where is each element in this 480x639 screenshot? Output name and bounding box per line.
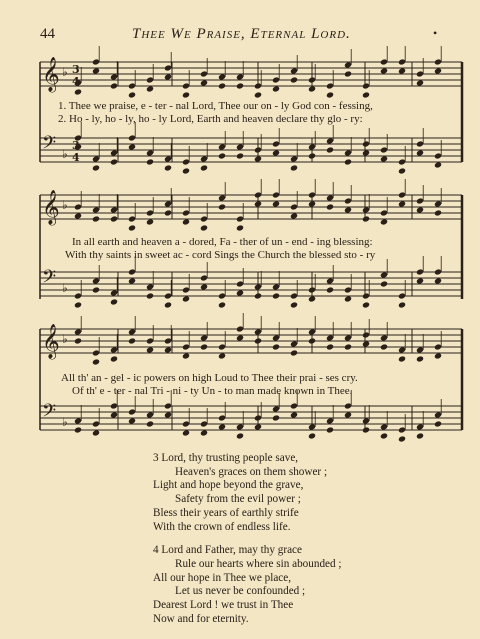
bass-clef-icon: 𝄢 <box>42 401 57 426</box>
verse-line: Let us never be confounded ; <box>175 585 306 598</box>
verse-line: 4 Lord and Father, may thy grace <box>153 544 302 557</box>
note-head <box>218 423 226 430</box>
page-number: 44 <box>40 26 55 42</box>
note-head <box>146 85 154 92</box>
note-head <box>92 215 100 222</box>
note-head <box>236 432 244 439</box>
bass-clef-icon: 𝄢 <box>42 133 57 158</box>
note-head <box>290 164 298 171</box>
note-head <box>74 426 82 433</box>
note-head <box>218 203 226 210</box>
note-head <box>344 158 352 165</box>
note-head <box>74 337 82 344</box>
flat-sign-icon: ♭ <box>62 415 68 429</box>
note-head <box>164 73 172 80</box>
note-head <box>272 200 280 207</box>
note-head <box>380 432 388 439</box>
note-head <box>182 91 190 98</box>
note-head <box>398 301 406 308</box>
note-head <box>290 411 298 418</box>
verse-4 <box>153 544 342 626</box>
note-head <box>218 301 226 308</box>
system-1-lyric-2: 2. Ho - ly, ho - ly, ho - ly Lord, Earth and heaven declare thy glo - ry: <box>58 113 363 125</box>
note-head <box>362 301 370 308</box>
note-head <box>380 343 388 350</box>
note-head <box>416 355 424 362</box>
note-head <box>146 218 154 225</box>
note-head <box>326 426 334 433</box>
note-head <box>110 355 118 362</box>
note-head <box>398 355 406 362</box>
time-signature-top: 3 <box>72 139 80 152</box>
note-head <box>416 277 424 284</box>
note-head <box>398 200 406 207</box>
note-head <box>416 79 424 86</box>
note-head <box>236 82 244 89</box>
note-head <box>362 426 370 433</box>
note-head <box>416 149 424 156</box>
flat-sign-icon: ♭ <box>62 332 68 346</box>
verse-line: Rule our hearts where sin abounded ; <box>175 557 342 570</box>
verse-line: All our hope in Thee we place, <box>153 571 292 584</box>
note-head <box>398 67 406 74</box>
note-head <box>380 155 388 162</box>
note-head <box>398 435 406 442</box>
note-head <box>434 420 442 427</box>
note-head <box>326 343 334 350</box>
note-head <box>434 352 442 359</box>
note-head <box>110 158 118 165</box>
note-head <box>182 218 190 225</box>
verse-line: Dearest Lord ! we trust in Thee <box>153 599 294 612</box>
additional-verses <box>153 452 342 626</box>
note-head <box>200 164 208 171</box>
note-head <box>92 286 100 293</box>
flat-sign-icon: ♭ <box>62 198 68 212</box>
note-head <box>308 200 316 207</box>
note-head <box>200 79 208 86</box>
note-head <box>254 91 262 98</box>
note-head <box>290 301 298 308</box>
note-head <box>92 164 100 171</box>
note-head <box>74 212 82 219</box>
note-head <box>128 277 136 284</box>
note-head <box>182 429 190 436</box>
note-head <box>200 343 208 350</box>
treble-clef-icon: 𝄞 <box>42 190 60 225</box>
time-signature-top: 3 <box>72 63 80 76</box>
treble-clef-icon: 𝄞 <box>42 324 60 359</box>
flat-sign-icon: ♭ <box>62 65 68 79</box>
note-head <box>434 67 442 74</box>
note-head <box>164 411 172 418</box>
note-head <box>254 423 262 430</box>
system-3-lyric-1: All th' an - gel - ic powers on high Loud to Thee their prai - ses cry. <box>61 372 358 384</box>
hymn-title: Thee We Praise, Eternal Lord. <box>132 26 351 42</box>
note-head <box>254 292 262 299</box>
verse-line: Light and hope beyond the grave, <box>153 479 304 492</box>
time-signature-bottom: 4 <box>72 75 80 88</box>
note-head <box>164 346 172 353</box>
note-head <box>218 152 226 159</box>
note-head <box>290 212 298 219</box>
note-head <box>416 432 424 439</box>
verse-line: Heaven's graces on them shower ; <box>175 465 328 478</box>
note-head <box>362 340 370 347</box>
note-head <box>146 292 154 299</box>
corner-mark: • <box>433 26 438 40</box>
note-head <box>146 158 154 165</box>
note-head <box>326 91 334 98</box>
verse-line: With the crown of endless life. <box>153 520 291 533</box>
note-head <box>128 143 136 150</box>
bass-clef-icon: 𝄢 <box>42 267 57 292</box>
system-1-lyric-1: 1. Thee we praise, e - ter - nal Lord, Thee our on - ly God con - fessing, <box>58 100 373 112</box>
note-head <box>344 70 352 77</box>
note-head <box>434 209 442 216</box>
system-2-lyric-2: With thy saints in sweet ac - cord Sings the Church the blessed sto - ry <box>65 249 376 261</box>
verse-line: Bless their years of earthly strife <box>153 506 299 519</box>
note-head <box>146 346 154 353</box>
note-head <box>308 85 316 92</box>
note-head <box>182 352 190 359</box>
note-head <box>362 149 370 156</box>
note-head <box>344 206 352 213</box>
note-head <box>344 343 352 350</box>
note-head <box>110 411 118 418</box>
note-head <box>110 298 118 305</box>
note-head <box>272 292 280 299</box>
time-signature-bottom: 4 <box>72 151 80 164</box>
note-head <box>344 295 352 302</box>
flat-sign-icon: ♭ <box>62 281 68 295</box>
note-head <box>398 167 406 174</box>
note-head <box>74 301 82 308</box>
note-head <box>254 200 262 207</box>
treble-clef-icon: 𝄞 <box>42 57 60 92</box>
note-head <box>380 218 388 225</box>
note-head <box>344 411 352 418</box>
note-head <box>254 155 262 162</box>
verse-line: Now and for eternity. <box>153 612 249 625</box>
note-head <box>362 91 370 98</box>
note-head <box>236 224 244 231</box>
system-3-lyric-2: Of th' e - ter - nal Tri - ni - ty Un - to man made known in Thee. <box>72 385 353 397</box>
note-head <box>308 152 316 159</box>
note-head <box>254 337 262 344</box>
note-head <box>290 76 298 83</box>
note-head <box>218 352 226 359</box>
note-head <box>308 432 316 439</box>
note-head <box>308 337 316 344</box>
note-head <box>146 420 154 427</box>
note-head <box>236 289 244 296</box>
note-head <box>164 209 172 216</box>
note-head <box>128 224 136 231</box>
note-head <box>218 82 226 89</box>
flat-sign-icon: ♭ <box>62 147 68 161</box>
note-head <box>326 203 334 210</box>
note-head <box>92 67 100 74</box>
note-head <box>308 295 316 302</box>
note-head <box>236 152 244 159</box>
note-head <box>200 224 208 231</box>
note-head <box>326 286 334 293</box>
note-head <box>434 161 442 168</box>
note-head <box>380 67 388 74</box>
note-head <box>272 414 280 421</box>
note-head <box>272 149 280 156</box>
note-head <box>182 167 190 174</box>
note-head <box>362 215 370 222</box>
note-head <box>128 417 136 424</box>
verse-3 <box>153 452 342 534</box>
note-head <box>434 277 442 284</box>
note-head <box>416 206 424 213</box>
note-head <box>290 349 298 356</box>
note-head <box>200 283 208 290</box>
system-2-lyric-1: In all earth and heaven a - dored, Fa - ther of un - end - ing blessing: <box>72 236 373 248</box>
note-head <box>74 88 82 95</box>
note-head <box>164 164 172 171</box>
note-head <box>128 337 136 344</box>
note-head <box>164 301 172 308</box>
note-head <box>182 295 190 302</box>
note-head <box>236 334 244 341</box>
note-head <box>110 82 118 89</box>
note-head <box>92 429 100 436</box>
note-head <box>326 146 334 153</box>
verse-line: Safety from the evil power ; <box>175 493 301 506</box>
note-head <box>92 358 100 365</box>
note-head <box>380 280 388 287</box>
note-head <box>200 429 208 436</box>
note-head <box>128 91 136 98</box>
note-head <box>272 85 280 92</box>
note-head <box>272 343 280 350</box>
note-head <box>110 215 118 222</box>
verse-line: 3 Lord, thy trusting people save, <box>153 452 299 464</box>
